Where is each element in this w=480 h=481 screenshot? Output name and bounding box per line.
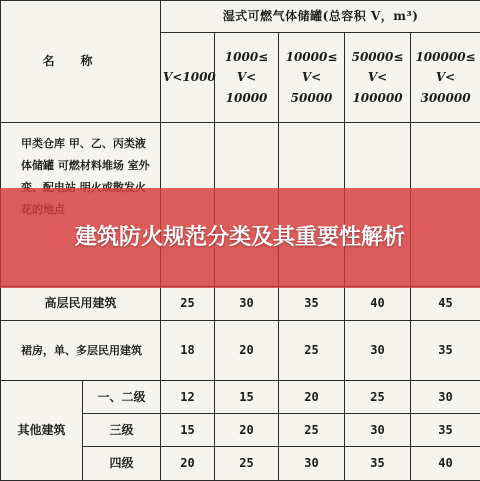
table-cell: 15: [161, 414, 215, 447]
banner-title: 建筑防火规范分类及其重要性解析: [40, 220, 440, 256]
sub-row-label: 一、二级: [83, 381, 161, 414]
table-cell: 40: [345, 287, 411, 321]
table-cell: 20: [215, 321, 279, 381]
sub-row-label: 三级: [83, 414, 161, 447]
column-header: 10000≤ V< 50000: [279, 33, 345, 123]
table-cell: 40: [411, 447, 480, 481]
table-cell: 25: [279, 321, 345, 381]
sub-row-label: 四级: [83, 447, 161, 481]
table-cell: 25: [161, 287, 215, 321]
group-label: 其他建筑: [1, 381, 83, 481]
table-row: [1, 287, 480, 321]
column-header: V<1000: [161, 33, 215, 123]
table-cell: 20: [161, 447, 215, 481]
table-cell: 30: [411, 381, 480, 414]
table-cell: 35: [279, 287, 345, 321]
table-cell: 30: [215, 287, 279, 321]
table-cell: 25: [215, 447, 279, 481]
table-cell: 18: [161, 321, 215, 381]
table-row: [1, 381, 480, 414]
table-cell: 15: [215, 381, 279, 414]
table-cell: 45: [411, 287, 480, 321]
table-cell: 30: [345, 414, 411, 447]
table-cell: 12: [161, 381, 215, 414]
name-header: 名称: [1, 1, 161, 123]
table-cell: 30: [279, 447, 345, 481]
table-cell: 20: [279, 381, 345, 414]
header-row-1: [1, 1, 480, 33]
group-header: 湿式可燃气体储罐(总容积 V，m³): [161, 1, 480, 33]
table-cell: 20: [215, 414, 279, 447]
table-cell: 35: [345, 447, 411, 481]
table-cell: 30: [345, 321, 411, 381]
table-cell: 25: [279, 414, 345, 447]
table-row: [1, 321, 480, 381]
row-label: 裙房，单、多层民用建筑: [1, 321, 161, 381]
column-header: 100000≤ V< 300000: [411, 33, 480, 123]
table-cell: 35: [411, 321, 480, 381]
table-cell: 25: [345, 381, 411, 414]
column-header: 1000≤ V< 10000: [215, 33, 279, 123]
row-label: 高层民用建筑: [1, 287, 161, 321]
row-label: 甲类仓库 甲、乙、丙类液体储罐 可燃材料堆场 室外: [1, 123, 161, 287]
title-banner: [0, 188, 480, 288]
column-header: 50000≤ V< 100000: [345, 33, 411, 123]
table-cell: 35: [411, 414, 480, 447]
